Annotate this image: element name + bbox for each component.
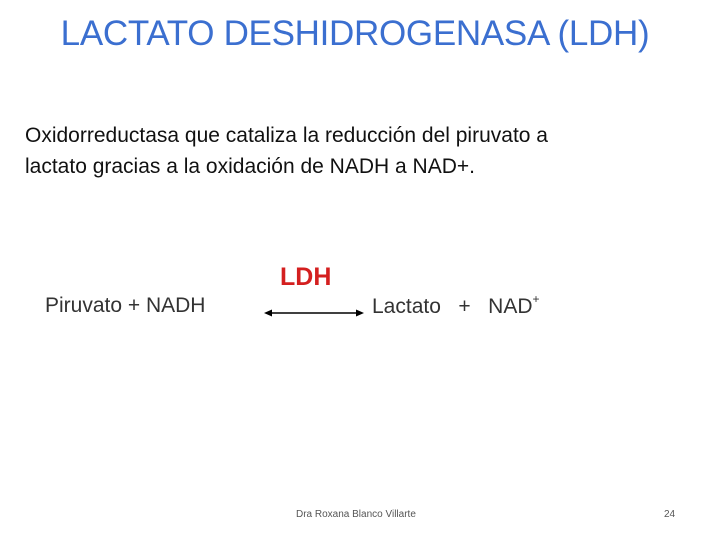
products-superscript: + bbox=[532, 292, 540, 306]
reactants-text: Piruvato + NADH bbox=[45, 294, 206, 317]
body-line-2: lactato gracias a la oxidación de NADH a NAD+. bbox=[25, 155, 475, 178]
footer-author: Dra Roxana Blanco Villarte bbox=[296, 509, 416, 520]
body-line-1: Oxidorreductasa que cataliza la reducción del piruvato a bbox=[25, 124, 548, 147]
products-main: Lactato + NAD bbox=[372, 295, 533, 318]
slide-title: LACTATO DESHIDROGENASA (LDH) bbox=[60, 14, 650, 53]
reversible-arrow-icon bbox=[264, 307, 364, 319]
products-text bbox=[372, 294, 540, 319]
enzyme-label: LDH bbox=[280, 263, 332, 291]
slide-number: 24 bbox=[664, 509, 676, 520]
